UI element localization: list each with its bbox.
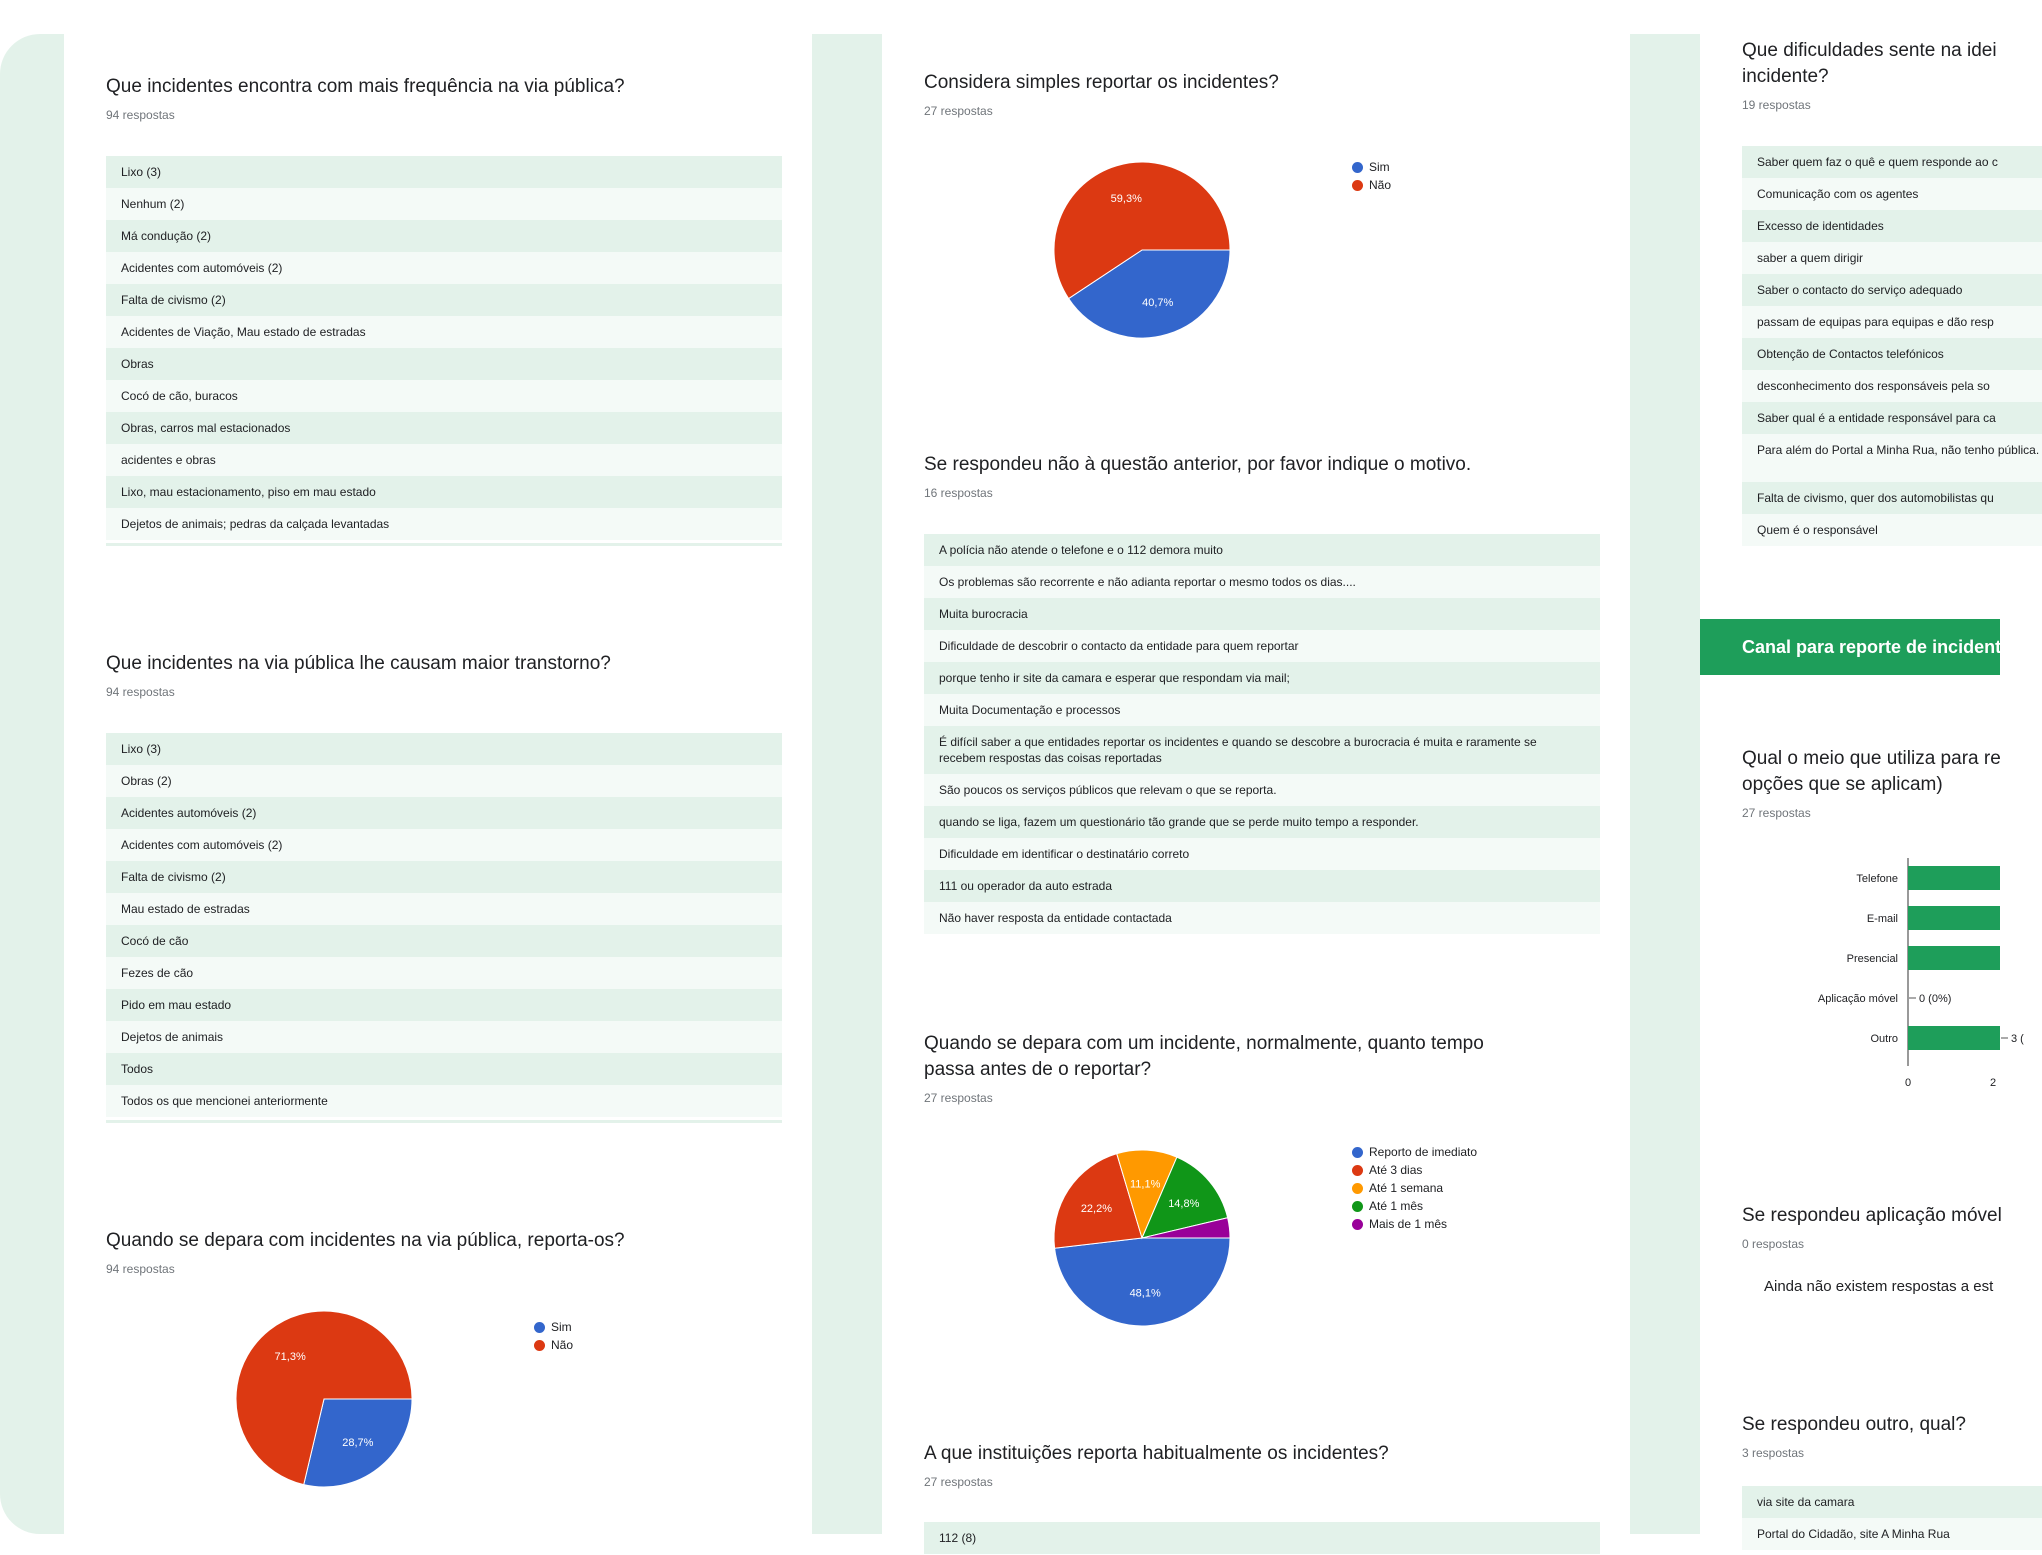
list-item: Obtenção de Contactos telefónicos [1742,338,2042,370]
legend-label: Sim [1369,160,1390,174]
list-item: Portal do Cidadão, site A Minha Rua [1742,1518,2042,1550]
question-reason-not-simple [924,452,1630,500]
question-title: Se respondeu não à questão anterior, por favor indique o motivo. [924,454,1472,475]
form-panel-2 [882,34,1630,1545]
response-count: 16 respostas [924,486,993,500]
list-item: Obras [106,348,782,380]
list-item: Cocó de cão, buracos [106,380,782,412]
question-title-line2: opções que se aplicam) [1742,774,1943,795]
response-count: 94 respostas [106,1262,175,1276]
question-reporting-channel [1742,746,2000,820]
question-institutions [924,1441,1630,1489]
list-item: Quem é o responsável [1742,514,2042,546]
legend-item [1352,1143,1477,1161]
question-title-line2: incidente? [1742,66,1829,87]
list-item: Obras (2) [106,765,782,797]
list-item: Dificuldade em identificar o destinatário correto [924,838,1600,870]
question-title: Que dificuldades sente na idei [1742,40,1997,61]
legend-dot-icon [1352,1183,1363,1194]
legend-reports-incidents [534,1318,573,1354]
response-count: 94 respostas [106,108,175,122]
question-other-channel [1742,1412,2000,1460]
question-simple-to-report [924,70,1630,118]
legend-item [1352,1161,1477,1179]
list-item: desconhecimento dos responsáveis pela so [1742,370,2042,402]
response-list-institutions[interactable] [924,1522,1600,1545]
response-count: 27 respostas [1742,806,1811,820]
list-item: Lixo, mau estacionamento, piso em mau estado [106,476,782,508]
no-responses-message: Ainda não existem respostas a est [1764,1278,1994,1295]
list-item: Excesso de identidades [1742,210,2042,242]
response-count: 27 respostas [924,1475,993,1489]
page-background [0,34,2040,1545]
list-item: Não haver resposta da entidade contactada [924,902,1600,934]
legend-label: Reporto de imediato [1369,1145,1478,1159]
list-item: Acidentes de Viação, Mau estado de estradas [106,316,782,348]
legend-item [534,1318,573,1336]
question-title: Que incidentes na via pública lhe causam maior transtorno? [106,653,611,674]
list-item: Nenhum (2) [106,188,782,220]
list-item: Muita Documentação e processos [924,694,1600,726]
list-item: Acidentes com automóveis (2) [106,252,782,284]
question-difficulties [1742,38,2000,112]
bar-value-label: 0 (0%) [1919,993,1952,1005]
list-item: Obras, carros mal estacionados [106,412,782,444]
list-item: Comunicação com os agentes [1742,178,2042,210]
pie-chart-simple-to-report [1052,160,1232,340]
legend-dot-icon [1352,162,1363,173]
bar-chart-reporting-channel [1700,854,2024,1124]
x-tick-label: 2 [1989,1077,1997,1089]
form-panel-1 [64,34,812,1534]
pie-slice-label: 28,7% [342,1436,374,1449]
response-count: 27 respostas [924,104,993,118]
list-item: Fezes de cão [106,957,782,989]
bar-category-label: Presencial [1846,953,1898,965]
bar-category-label: Telefone [1856,873,1898,885]
list-item: saber a quem dirigir [1742,242,2042,274]
legend-label: Até 3 dias [1369,1163,1423,1177]
legend-dot-icon [1352,180,1363,191]
list-item: Falta de civismo (2) [106,284,782,316]
legend-label: Não [1369,178,1392,192]
bar-category-label: Outro [1870,1033,1898,1045]
pie-slice [1055,1238,1230,1326]
list-item: Acidentes com automóveis (2) [106,829,782,861]
bar-category-label: E-mail [1866,913,1898,925]
response-list-reason-not-simple[interactable] [924,534,1600,924]
question-title: A que instituições reporta habitualmente os incidentes? [924,1443,1389,1464]
question-time-before-report [924,1031,1524,1105]
form-panel-3 [1700,34,2040,1541]
pie-chart-time-before-report [1052,1148,1232,1328]
list-item: Muita burocracia [924,598,1600,630]
legend-label: Mais de 1 mês [1369,1217,1448,1231]
legend-dot-icon [534,1340,545,1351]
list-item: Todos os que mencionei anteriormente [106,1085,782,1117]
response-count: 19 respostas [1742,98,1811,112]
legend-item [1352,158,1391,176]
bar [1908,906,2000,930]
pie-slice-label: 40,7% [1142,297,1174,310]
question-title: Quando se depara com um incidente, normalmente, quanto tempo passa antes de o reportar? [924,1033,1484,1080]
question-title: Que incidentes encontra com mais frequência na via pública? [106,76,625,97]
list-item: Dejetos de animais; pedras da calçada levantadas [106,508,782,540]
list-item: Lixo (3) [106,733,782,765]
list-item: Dificuldade de descobrir o contacto da entidade para quem reportar [924,630,1600,662]
legend-label: Não [551,1338,574,1352]
list-item: Saber qual é a entidade responsável para ca [1742,402,2042,434]
legend-item [1352,176,1391,194]
pie-slice-label: 71,3% [274,1351,306,1364]
list-item: porque tenho ir site da camara e esperar que respondam via mail; [924,662,1600,694]
list-item: São poucos os serviços públicos que relevam o que se reporta. [924,774,1600,806]
pie-slice-label: 11,1% [1129,1178,1161,1191]
pie-chart-reports-incidents [234,1309,414,1489]
list-item: É difícil saber a que entidades reportar os incidentes e quando se descobre a burocracia é muita e raramente se recebem respostas das coisas reportadas [924,726,1600,774]
response-list-frequent-incidents[interactable] [106,156,782,546]
question-most-disruptive [106,651,812,699]
list-item: quando se liga, fazem um questionário tão grande que se perde muito tempo a responder. [924,806,1600,838]
question-reports-incidents [106,1228,812,1276]
list-item: 112 (8) [924,1522,1600,1554]
list-item: Má condução (2) [106,220,782,252]
question-title: Considera simples reportar os incidentes? [924,72,1279,93]
list-item: Os problemas são recorrente e não adianta reportar o mesmo todos os dias.... [924,566,1600,598]
section-banner: Canal para reporte de incident [1700,619,2000,675]
list-item: 111 ou operador da auto estrada [924,870,1600,902]
response-count: 27 respostas [924,1091,993,1105]
response-list-other-channel[interactable] [1742,1486,2042,1541]
legend-simple-to-report [1352,158,1391,194]
bar [1908,1026,2000,1050]
legend-item [1352,1197,1477,1215]
list-item: A polícia não atende o telefone e o 112 demora muito [924,534,1600,566]
response-list-most-disruptive[interactable] [106,733,782,1123]
response-list-difficulties[interactable] [1742,146,2042,537]
response-count: 0 respostas [1742,1237,1805,1251]
legend-label: Até 1 semana [1369,1181,1444,1195]
x-tick-label: 0 [1904,1077,1912,1089]
list-item: Falta de civismo, quer dos automobilistas qu [1742,482,2042,514]
bar [1908,946,2000,970]
legend-dot-icon [1352,1219,1363,1230]
question-title: Se respondeu aplicação móvel [1742,1205,2002,1226]
list-item: Falta de civismo (2) [106,861,782,893]
list-item: passam de equipas para equipas e dão resp [1742,306,2042,338]
question-mobile-app [1742,1203,2000,1251]
list-item: Pido em mau estado [106,989,782,1021]
legend-item [1352,1215,1477,1233]
list-item: Dejetos de animais [106,1021,782,1053]
list-item: Cocó de cão [106,925,782,957]
legend-dot-icon [1352,1201,1363,1212]
list-item: Acidentes automóveis (2) [106,797,782,829]
list-item: Para além do Portal a Minha Rua, não tenho pública. [1742,434,2042,482]
bar [1908,866,2000,890]
list-item: Todos [106,1053,782,1085]
response-count: 3 respostas [1742,1446,1805,1460]
pie-slice-label: 22,2% [1080,1203,1113,1216]
pie-slice-label: 59,3% [1110,192,1142,205]
pie-slice-label: 14,8% [1168,1197,1200,1210]
legend-dot-icon [1352,1165,1363,1176]
legend-label: Até 1 mês [1369,1199,1424,1213]
response-count: 94 respostas [106,685,175,699]
list-item: Mau estado de estradas [106,893,782,925]
list-item: Saber o contacto do serviço adequado [1742,274,2042,306]
bar-category-label: Aplicação móvel [1817,993,1898,1005]
legend-dot-icon [1352,1147,1363,1158]
question-frequent-incidents [106,74,812,122]
list-item: Lixo (3) [106,156,782,188]
legend-item [534,1336,573,1354]
pie-slice-label: 48,1% [1129,1287,1161,1300]
question-title: Se respondeu outro, qual? [1742,1414,1966,1435]
list-item: Saber quem faz o quê e quem responde ao c [1742,146,2042,178]
legend-item [1352,1179,1477,1197]
question-title: Quando se depara com incidentes na via pública, reporta-os? [106,1230,625,1251]
legend-time-before-report [1352,1143,1477,1233]
list-item: acidentes e obras [106,444,782,476]
bar-value-label: 3 ( [2011,1033,2024,1045]
list-item: via site da camara [1742,1486,2042,1518]
question-title: Qual o meio que utiliza para re [1742,748,2001,769]
legend-dot-icon [534,1322,545,1333]
legend-label: Sim [551,1320,572,1334]
